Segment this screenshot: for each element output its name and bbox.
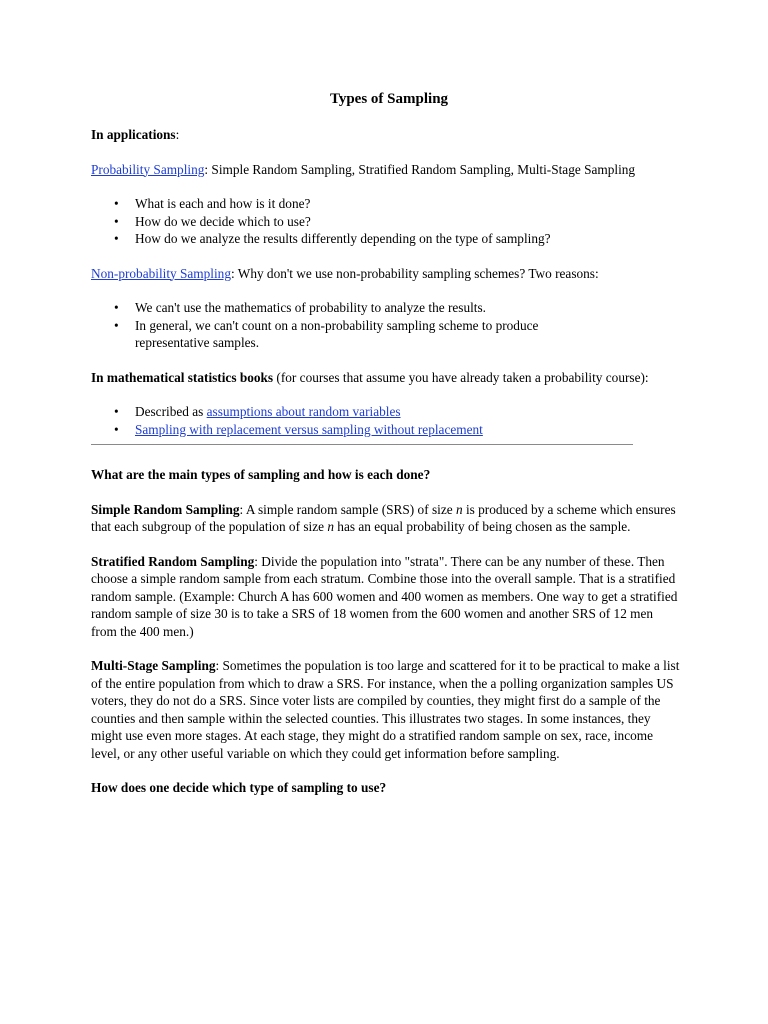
probability-sampling-link[interactable]: Probability Sampling xyxy=(91,161,205,177)
non-probability-sampling-paragraph: Non-probability Sampling: Why don't we use non-probability sampling schemes? Two reasons: xyxy=(91,265,599,281)
section-divider xyxy=(91,444,633,445)
list-item: • How do we decide which to use? xyxy=(114,213,311,229)
probability-bullet-list xyxy=(91,195,681,248)
list-item: • Described as assumptions about random variables xyxy=(114,404,401,419)
srs-paragraph: Simple Random Sampling: A simple random sample (SRS) of size n is produced by a scheme which ensures that each subgroup of the population of size n has an equal probability of being chosen as the sample. xyxy=(91,501,676,534)
list-item: • How do we analyze the results differently depending on the type of sampling? xyxy=(114,231,551,246)
multistage-paragraph: Multi-Stage Sampling: Sometimes the population is too large and scattered for it to be practical to make a list of the entire population from which to draw a SRS. For instance, when the a polling organization samples US voters, they do not do a SRS. Since voter lists are compiled by counties, they might first do a sample of the counties and then sample within the selected counties. This illustrates two stages. In some instances, they might use even more stages. At each stage, they might do a stratified random sample on sex, race, income level, or any other useful variable on which they could get information before sampling. xyxy=(91,658,680,761)
random-variables-link[interactable]: assumptions about random variables xyxy=(206,404,401,419)
document-body xyxy=(91,126,681,814)
list-item: • In general, we can't count on a non-probability sampling scheme to produce representative samples. xyxy=(114,317,539,350)
list-item: • Sampling with replacement versus sampling without replacement xyxy=(114,421,483,437)
non-probability-bullet-list xyxy=(91,299,681,352)
main-types-heading: What are the main types of sampling and how is each done? xyxy=(91,467,431,482)
math-books-bullet-list xyxy=(91,403,681,438)
list-item: • What is each and how is it done? xyxy=(114,196,311,211)
decide-heading: How does one decide which type of sampling to use? xyxy=(91,780,387,795)
non-probability-sampling-link[interactable]: Non-probability Sampling xyxy=(91,265,231,281)
page-title: Types of Sampling xyxy=(329,91,449,107)
applications-heading: In applications: xyxy=(91,127,180,142)
math-books-paragraph: In mathematical statistics books (for courses that assume you have already taken a probability course): xyxy=(91,369,649,385)
replacement-link[interactable]: Sampling with replacement versus sampling without replacement xyxy=(135,421,483,437)
probability-sampling-paragraph: Probability Sampling: Simple Random Sampling, Stratified Random Sampling, Multi-Stage Sampling xyxy=(91,161,636,177)
stratified-paragraph: Stratified Random Sampling: Divide the population into "strata". There can be any number of these. Then choose a simple random sample from each stratum. Combine those into the overall sample. That is a stratified random sample. (Example: Church A has 600 women and 400 women as members. One way to get a stratified random sample of size 30 is to take a SRS of 18 women from the 600 women and another SRS of 12 men from the 400 men.) xyxy=(91,553,678,639)
list-item: • We can't use the mathematics of probability to analyze the results. xyxy=(114,300,486,315)
